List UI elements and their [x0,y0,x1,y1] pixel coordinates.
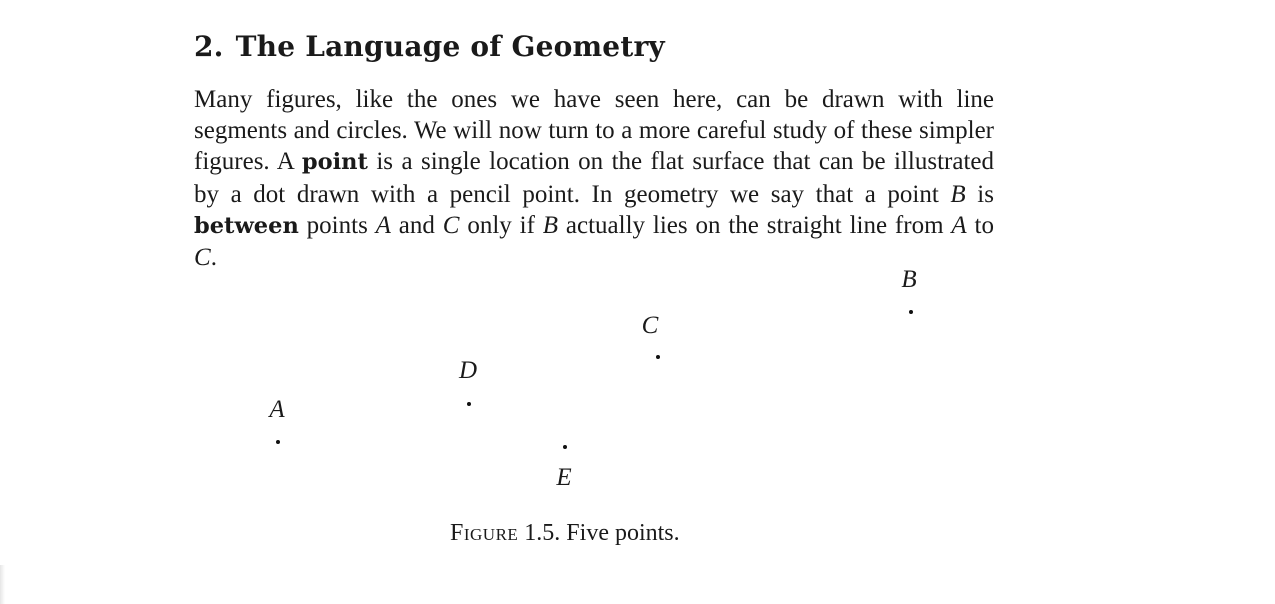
variable-a: A [375,211,391,239]
text-run: actually lies on the straight line from [558,211,952,239]
caption-figure-number: 1.5. [524,520,561,546]
text-run: to [966,211,994,239]
term-between: between [194,212,299,239]
text-run: Many figures, like the ones we have seen here, can be drawn with line segments and circles. We will now turn to a more careful study of these simpler figures. A [194,86,994,176]
term-point: point [301,149,368,176]
text-run: . [210,244,217,272]
section-heading [194,30,665,63]
point-e-dot [563,445,567,449]
point-a-dot [276,440,280,444]
point-e-label: E [556,464,572,491]
caption-figure-word: Figure [450,520,519,546]
point-c-label: C [641,312,659,339]
variable-b: B [542,211,559,239]
text-run: only if [459,211,543,239]
point-c-dot [656,355,660,359]
caption-text: Five points. [566,520,680,546]
point-b-dot [909,310,913,314]
text-run: and [390,211,443,239]
page-edge-shadow [0,565,5,604]
text-run: is [965,180,994,208]
variable-c: C [442,211,460,239]
body-paragraph [194,84,994,273]
section-number: 2. [194,30,224,63]
variable-a: A [951,211,967,239]
variable-c: C [194,244,211,272]
point-b-label: B [901,266,917,293]
point-d-label: D [458,357,478,384]
point-d-dot [467,402,471,406]
text-run: points [298,211,376,239]
section-title: The Language of Geometry [235,30,665,63]
variable-b: B [950,180,966,208]
text-run: is a single location on the flat surface that can be illustrated by a dot drawn with a pencil point. In geometry we say that a point [194,148,995,208]
figure-caption [450,520,680,547]
point-a-label: A [269,396,285,423]
